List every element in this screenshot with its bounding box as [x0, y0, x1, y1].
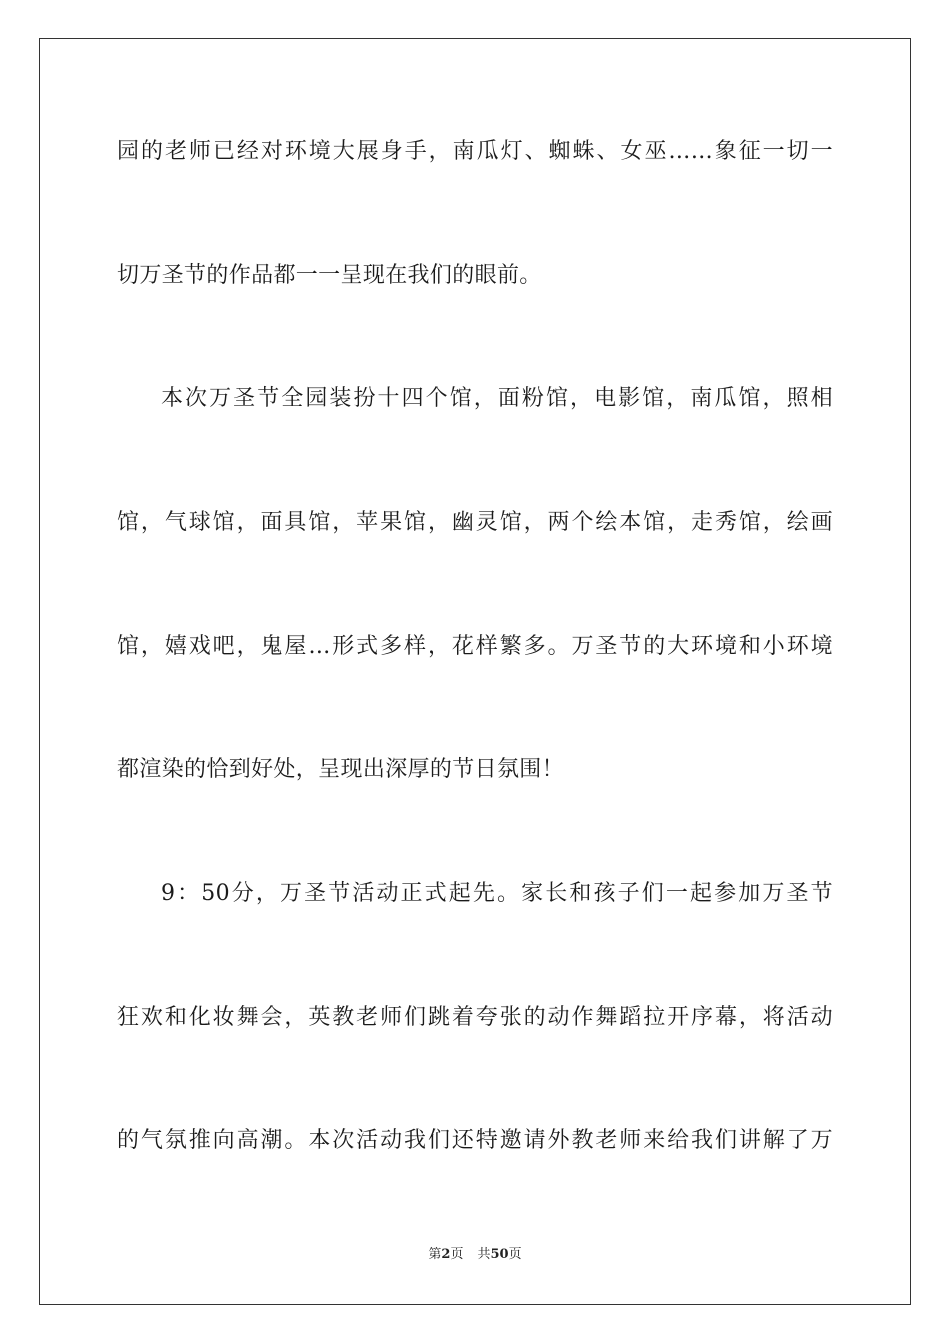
page-prefix: 第 [428, 1247, 442, 1262]
page-suffix: 页 [450, 1247, 464, 1262]
page-frame [39, 38, 911, 1305]
text-line: 9：50分，万圣节活动正式起先。家长和孩子们一起参加万圣节 [161, 881, 833, 906]
text-line: 馆，嬉戏吧，鬼屋…形式多样，花样繁多。万圣节的大环境和小环境 [117, 634, 833, 659]
total-suffix: 页 [508, 1247, 522, 1262]
total-pages: 50 [490, 1247, 509, 1262]
total-prefix: 共 [477, 1247, 491, 1262]
text-line: 狂欢和化妆舞会，英教老师们跳着夸张的动作舞蹈拉开序幕，将活动 [117, 1005, 833, 1030]
text-line: 切万圣节的作品都一一呈现在我们的眼前。 [117, 263, 542, 288]
text-line: 本次万圣节全园装扮十四个馆，面粉馆，电影馆，南瓜馆，照相 [161, 386, 833, 411]
text-line: 的气氛推向高潮。本次活动我们还特邀请外教老师来给我们讲解了万 [117, 1128, 833, 1153]
page-footer [0, 1246, 950, 1264]
text-line: 馆，气球馆，面具馆，苹果馆，幽灵馆，两个绘本馆，走秀馆，绘画 [117, 510, 833, 535]
text-line: 园的老师已经对环境大展身手，南瓜灯、蜘蛛、女巫……象征一切一 [117, 139, 833, 164]
page-number: 2 [441, 1247, 451, 1262]
text-line: 都渲染的恰到好处，呈现出深厚的节日氛围！ [117, 757, 565, 782]
